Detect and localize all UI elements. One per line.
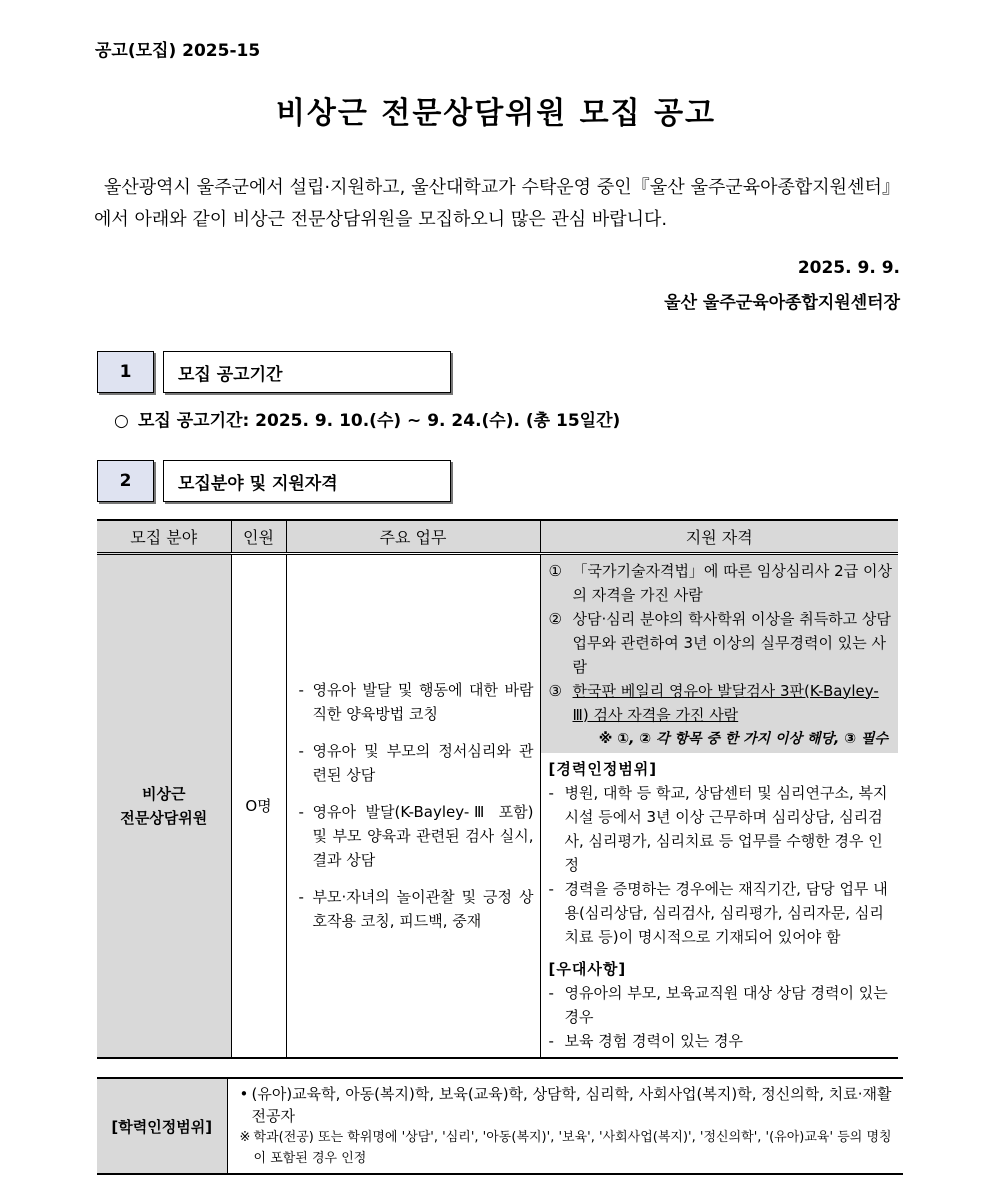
duty-text: 영유아 발달(K-Bayley-Ⅲ 포함) 및 부모 양육과 관련된 검사 실시, 결과 상담 <box>312 803 534 869</box>
qualification-number: ① <box>548 561 562 580</box>
duty-text: 영유아 및 부모의 정서심리와 관련된 상담 <box>312 742 534 784</box>
duty-text: 부모·자녀의 놀이관찰 및 긍정 상호작용 코칭, 피드백, 중재 <box>312 888 534 930</box>
education-note-text: 학과(전공) 또는 학위명에 '상담', '심리', '아동(복지)', '보육', '사회사업(복지)', '정신의학', '(유아)교육' 등의 명칭이 포함된 경우 인정 <box>253 1130 892 1166</box>
duty-item: - 영유아 발달 및 행동에 대한 바람직한 양육방법 코칭 <box>293 678 534 726</box>
issuer-name: 울산 울주군육아종합지원센터장 <box>664 293 900 313</box>
section-2-number: 2 <box>97 460 154 502</box>
duty-text: 영유아 발달 및 행동에 대한 바람직한 양육방법 코칭 <box>312 681 534 723</box>
table-row <box>97 553 898 1058</box>
education-body <box>227 1078 903 1174</box>
duty-item: - 영유아 발달(K-Bayley-Ⅲ 포함) 및 부모 양육과 관련된 검사 실시, 결과 상담 <box>293 800 534 872</box>
career-text: 병원, 대학 등 학교, 상담센터 및 심리연구소, 복지시설 등에서 3년 이상 근무하며 심리상담, 심리검사, 심리평가, 심리치료 등 업무를 수행한 경우 인정 <box>564 783 888 874</box>
qualification-item <box>549 607 893 679</box>
recruitment-table <box>97 519 898 1059</box>
notice-number: 공고(모집) 2025-15 <box>95 41 261 61</box>
qualification-text: 상담·심리 분야의 학사학위 이상을 취득하고 상담 업무와 관련하여 3년 이상의 실무경력이 있는 사람 <box>572 609 891 676</box>
career-heading: [경력인정범위] <box>548 759 658 778</box>
career-block <box>541 753 899 953</box>
note-mark-icon: ※ <box>239 1130 251 1145</box>
intro-text: 울산광역시 울주군에서 설립·지원하고, 울산대학교가 수탁운영 중인『울산 울주군육아종합지원센터』에서 아래와 같이 비상근 전문상담위원을 모집하오니 많은 관심 바랍니다. <box>94 177 900 230</box>
career-text: 경력을 증명하는 경우에는 재직기간, 담당 업무 내용(심리상담, 심리검사, 심리평가, 심리자문, 심리치료 등)이 명시적으로 기재되어 있어야 함 <box>564 879 888 946</box>
table-row <box>97 1078 903 1174</box>
section-1-title: 모집 공고기간 <box>163 351 451 393</box>
education-note <box>240 1127 898 1169</box>
duties-cell <box>286 553 540 1058</box>
duty-item: - 부모·자녀의 놀이관찰 및 긍정 상호작용 코칭, 피드백, 중재 <box>293 885 534 933</box>
qualifications-cell <box>540 553 898 1058</box>
duty-item: - 영유아 및 부모의 정서심리와 관련된 상담 <box>293 739 534 787</box>
issue-date: 2025. 9. 9. <box>797 258 900 278</box>
document-title: 비상근 전문상담위원 모집 공고 <box>275 96 717 131</box>
field-name-line2: 전문상담위원 <box>120 808 208 827</box>
intro-paragraph <box>94 172 900 236</box>
qualification-item <box>549 679 893 727</box>
field-name-line1: 비상근 <box>142 784 186 803</box>
table-header-row <box>97 520 898 553</box>
section-1-number: 1 <box>97 351 154 393</box>
preference-heading: [우대사항] <box>548 959 627 978</box>
qualification-note: ※ ①, ② 각 항목 중 한 가지 이상 해당, ③ 필수 <box>598 730 888 747</box>
education-item <box>240 1083 898 1127</box>
preference-item: - 보육 경험 경력이 있는 경우 <box>549 1029 893 1053</box>
field-cell <box>97 553 231 1058</box>
qualification-text: 한국판 베일리 영유아 발달검사 3판(K-Bayley-Ⅲ) 검사 자격을 가진 사람 <box>572 681 879 724</box>
header-duties: 주요 업무 <box>286 520 540 553</box>
bullet-icon: • <box>239 1085 249 1103</box>
recruitment-period <box>114 406 620 431</box>
career-item: - 병원, 대학 등 학교, 상담센터 및 심리연구소, 복지시설 등에서 3년 이상 근무하며 심리상담, 심리검사, 심리평가, 심리치료 등 업무를 수행한 경우 인정 <box>549 781 893 877</box>
qualification-item <box>549 559 893 607</box>
career-item: - 경력을 증명하는 경우에는 재직기간, 담당 업무 내용(심리상담, 심리검사, 심리평가, 심리자문, 심리치료 등)이 명시적으로 기재되어 있어야 함 <box>549 877 893 949</box>
section-2-title: 모집분야 및 지원자격 <box>163 460 451 502</box>
preference-text: 보육 경험 경력이 있는 경우 <box>564 1031 743 1050</box>
preference-text: 영유아의 부모, 보육교직원 대상 상담 경력이 있는 경우 <box>564 983 888 1026</box>
header-qualifications: 지원 자격 <box>540 520 898 553</box>
education-label: [학력인정범위] <box>97 1078 227 1174</box>
education-text: (유아)교육학, 아동(복지)학, 보육(교육)학, 상담학, 심리학, 사회사업(복지)학, 정신의학, 치료·재활 전공자 <box>251 1085 892 1125</box>
qualification-number: ② <box>548 609 562 628</box>
qualification-text: 「국가기술자격법」에 따른 임상심리사 2급 이상의 자격을 가진 사람 <box>572 561 892 604</box>
required-qualifications <box>541 555 899 753</box>
education-table <box>97 1077 903 1175</box>
period-text: 모집 공고기간: 2025. 9. 10.(수) ~ 9. 24.(수). (총 15일간) <box>138 411 621 431</box>
qualification-number: ③ <box>548 681 562 700</box>
preference-block <box>541 953 899 1057</box>
header-field: 모집 분야 <box>97 520 231 553</box>
headcount-cell: O명 <box>231 553 286 1058</box>
header-headcount: 인원 <box>231 520 286 553</box>
preference-item: - 영유아의 부모, 보육교직원 대상 상담 경력이 있는 경우 <box>549 981 893 1029</box>
circle-bullet-icon: ○ <box>114 411 129 431</box>
